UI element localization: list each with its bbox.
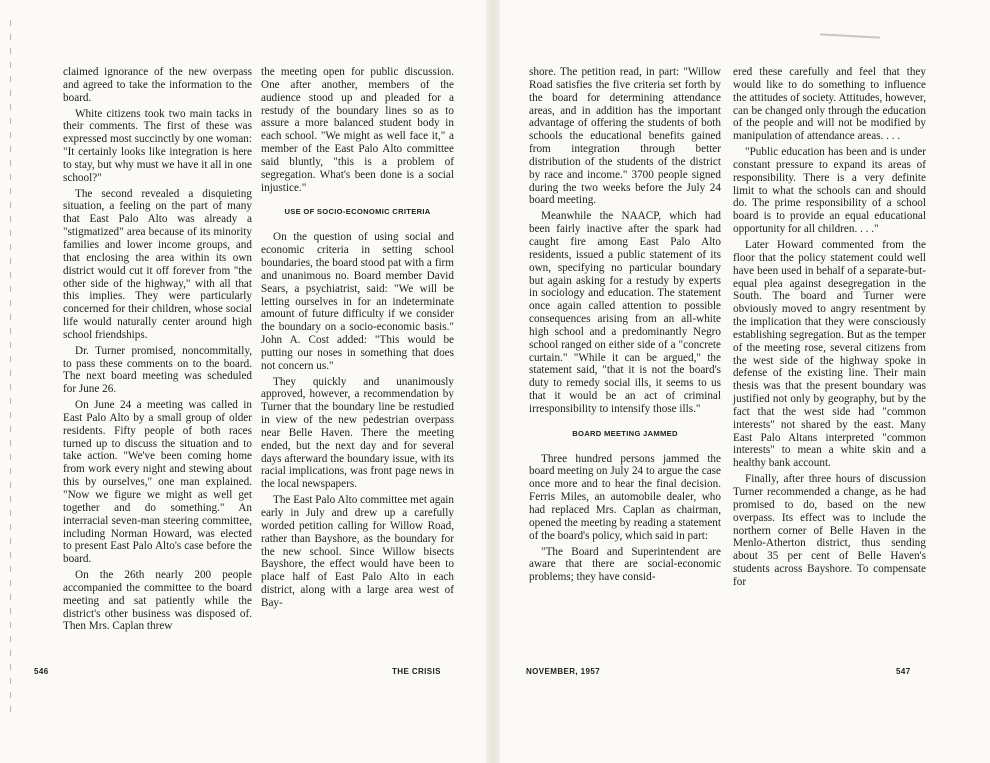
left-page-column-1 xyxy=(63,66,252,633)
paragraph: ered these carefully and feel that they would like to do something to influence the attitudes of society. Attitudes, however, can be changed only through the education of the people and will not be modified by manipulation of attendance areas. . . . xyxy=(733,66,926,143)
paragraph: Three hundred persons jammed the board meeting on July 24 to argue the case once more and to hear the final decision. Ferris Miles, an automobile dealer, who had replaced Mrs. Caplan as chairman, opened the meeting by reading a statement of the board's policy, which said in part: xyxy=(529,452,721,542)
section-heading: USE OF SOCIO-ECONOMIC CRITERIA xyxy=(284,207,431,217)
paragraph: On the question of using social and economic criteria in setting school boundaries, the board stood pat with a firm and unanimous no. Board member David Sears, a psychiatrist, said: "We will be letting ourselves in for an indeterminate amount of future difficulty if we consider the boundary on a socio-economic basis." John A. Cost added: "This would be putting our noses in something that does not concern us." xyxy=(261,231,454,372)
paragraph: On the 26th nearly 200 people accompanied the committee to the board meeting and sat patiently while the district's other business was disposed of. Then Mrs. Caplan threw xyxy=(63,569,252,633)
page-number: 546 xyxy=(34,667,49,676)
paragraph: Finally, after three hours of discussion Turner recommended a change, as he had promised to do, based on the new overpass. Its effect was to include the northern corner of Belle Haven in the Menlo-Atherton district, thus sending about 35 per cent of Belle Haven's students across Bayshore. To compensate for xyxy=(733,473,926,588)
paragraph: On June 24 a meeting was called in East Palo Alto by a small group of older residents. Fifty people of both races turned up to discuss the situation and to take action. "We've been coming home from work every night and stewing about this by ourselves," one man explained. "Now we figure we might as well get together and do something." An interracial seven-man steering committee, including Norman Howard, was elected to present East Palo Alto's case before the board. xyxy=(63,399,252,566)
paragraph: Dr. Turner promised, noncommitally, to pass these comments on to the board. The next board meeting was scheduled for June 26. xyxy=(63,344,252,396)
running-title: THE CRISIS xyxy=(392,667,441,676)
paragraph: The East Palo Alto committee met again early in July and drew up a carefully worded petition calling for Willow Road, rather than Bayshore, as the boundary for the new school. Since Willow bisects Bayshore, the effect would have been to place half of East Palo Alto in each district, along with a large area west of Bay- xyxy=(261,494,454,609)
page-gutter xyxy=(486,0,500,763)
paragraph: Meanwhile the NAACP, which had been fairly inactive after the spark had caught fire among East Palo Alto residents, issued a public statement of its own, specifying no particular boundary but again asking for a restudy by experts in sociology and education. The statement once again called attention to possible consequences arising from an all-white high school and a predominantly Negro school ranged on either side of a "concrete curtain." "While it can be argued," the statement said, "that it is not the board's duty to remedy social ills, it seems to us that it would be an act of criminal irresponsibility to intensify those ills." xyxy=(529,210,721,415)
paragraph: They quickly and unanimously approved, however, a recommendation by Turner that the boundary line be restudied in view of the new pedestrian overpass near Belle Haven. There the meeting ended, but the next day and for several days afterward the boundary issue, with its racial implications, was front page news in the local newspapers. xyxy=(261,375,454,491)
running-date: NOVEMBER, 1957 xyxy=(526,667,601,676)
paragraph: "The Board and Superintendent are aware that there are social-economic problems; they have consid- xyxy=(529,545,721,584)
right-page-column-1 xyxy=(529,66,721,584)
paper-scuff-mark xyxy=(820,33,880,38)
paragraph: the meeting open for public discussion. One after another, members of the audience stood up and pleaded for a restudy of the boundary lines so as to assure a more balanced student body in each school. "We might as well face it," a member of the East Palo Alto committee said bluntly, "this is a problem of segregation. What's been done is a social injustice." xyxy=(261,66,454,194)
left-page-column-2 xyxy=(261,66,454,610)
section-heading: BOARD MEETING JAMMED xyxy=(572,428,678,438)
paragraph: White citizens took two main tacks in their comments. The first of these was expressed most succinctly by one woman: "It certainly looks like integration is here to stay, but why must we have it all in one school?" xyxy=(63,107,252,184)
paragraph: Later Howard commented from the floor that the policy statement could well have been used in behalf of a separate-but-equal plea against desegregation in the South. The board and Turner were obviously moved to angry resentment by the implication that they were consciously establishing segregation. But as the temper of the meeting rose, several citizens from the west side of the highway spoke in defense of the existing line. Their main thesis was that the present boundary was justified not only by geography, but by the fact that the west side had "common interests" not shared by the east. Many East Palo Altans interpreted "common interests" to mean a white skin and a healthy bank account. xyxy=(733,238,926,470)
page-number: 547 xyxy=(896,667,911,676)
paragraph: claimed ignorance of the new overpass and agreed to take the information to the board. xyxy=(63,66,252,104)
paragraph: The second revealed a disquieting situation, a feeling on the part of many that East Palo Alto was already a "stigmatized" area because of its minority families and lower income groups, and that enclosing the area within its own district would cut it off forever from "the other side of the highway," with all that this implies. They were particularly concerned for their children, whose social life would naturally center around high school friendships. xyxy=(63,187,252,341)
left-page xyxy=(0,0,480,763)
right-page-column-2 xyxy=(733,66,926,589)
paragraph: shore. The petition read, in part: "Willow Road satisfies the five criteria set forth by the board for determining attendance areas, and in addition has the important advantage of offering the students of both schools the educational benefits gained from integration through better distribution of the students of the district by race and income." 3700 people signed during the two weeks before the July 24 board meeting. xyxy=(529,66,721,207)
paragraph: "Public education has been and is under constant pressure to expand its areas of responsibility. There is a very definite limit to what the schools can and should do. The prime responsibility of a school board is to provide an equal educational opportunity for all children. . . ." xyxy=(733,146,926,236)
